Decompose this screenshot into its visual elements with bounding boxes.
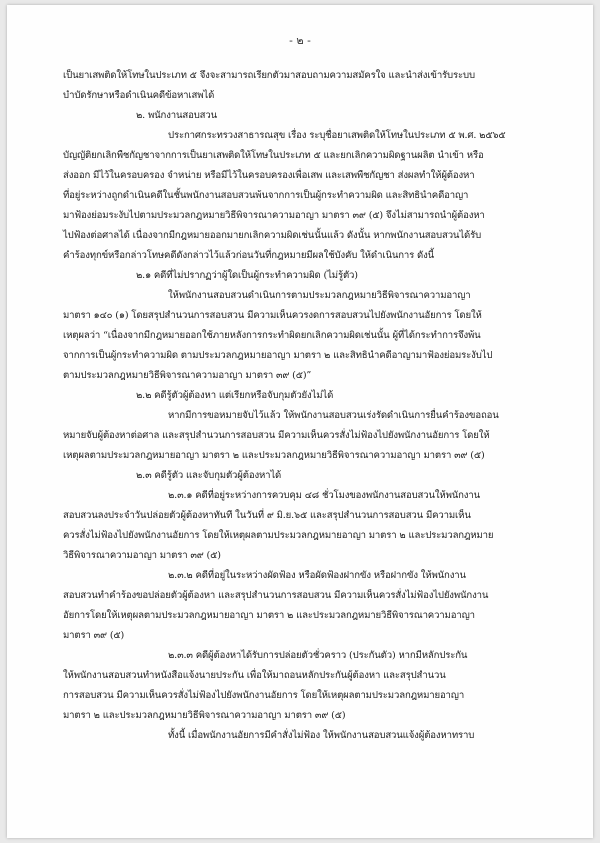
text-line: ควรสั่งไม่ฟ้องไปยังพนักงานอัยการ โดยให้เหตุผลตามประมวลกฎหมายอาญา มาตรา ๒ และประมวลกฎหมาย	[63, 530, 494, 541]
text-line: เหตุผลตามประมวลกฎหมายอาญา มาตรา ๒ และประมวลกฎหมายวิธีพิจารณาความอาญา มาตรา ๓๙ (๕)	[63, 450, 485, 461]
section-heading: ๒. พนักงานสอบสวน	[136, 110, 218, 121]
text-line: ประกาศกระทรวงสาธารณสุข เรื่อง ระบุชื่อยาเสพติดให้โทษในประเภท ๕ พ.ศ. ๒๕๖๕	[168, 130, 506, 141]
document-page	[7, 5, 593, 838]
text-line: ๒.๓.๒ คดีที่อยู่ในระหว่างผัดฟ้อง หรือผัดฟ้องฝากขัง หรือฝากขัง ให้พนักงาน	[168, 570, 466, 581]
text-line: บำบัดรักษาหรือดำเนินคดีข้อหาเสพได้	[63, 90, 215, 101]
text-line: มาตรา ๒ และประมวลกฎหมายวิธีพิจารณาความอาญา มาตรา ๓๙ (๕)	[63, 710, 346, 721]
text-line: ให้พนักงานสอบสวนดำเนินการตามประมวลกฎหมายวิธีพิจารณาความอาญา	[168, 290, 471, 301]
page-number: - ๒ -	[289, 34, 311, 47]
text-line: มาตรา ๑๔๐ (๑) โดยสรุปสำนวนการสอบสวน มีความเห็นควรงดการสอบสวนไปยังพนักงานอัยการ โดยให้	[63, 310, 482, 321]
text-line: ตามประมวลกฎหมายวิธีพิจารณาความอาญา มาตรา ๓๙ (๕)”	[63, 370, 312, 381]
text-line: วิธีพิจารณาความอาญา มาตรา ๓๙ (๕)	[63, 550, 221, 561]
text-line: สอบสวนลงประจำวันปล่อยตัวผู้ต้องหาทันที ในวันที่ ๙ มิ.ย.๖๕ และสรุปสำนวนการสอบสวน มีความเห็น	[63, 510, 471, 521]
subsection-heading: ๒.๑ คดีที่ไม่ปรากฏว่าผู้ใดเป็นผู้กระทำความผิด (ไม่รู้ตัว)	[136, 270, 358, 281]
text-line: หากมีการขอหมายจับไว้แล้ว ให้พนักงานสอบสวนเร่งรัดดำเนินการยื่นคำร้องขอถอน	[168, 410, 499, 421]
text-line: มาตรา ๓๙ (๕)	[63, 630, 125, 641]
text-line: การสอบสวน มีความเห็นควรสั่งไม่ฟ้องไปยังพนักงานอัยการ โดยให้เหตุผลตามประมวลกฎหมายอาญา	[63, 690, 465, 701]
text-line: อัยการโดยให้เหตุผลตามประมวลกฎหมายอาญา มาตรา ๒ และประมวลกฎหมายวิธีพิจารณาความอาญา	[63, 610, 475, 621]
text-line: เหตุผลว่า “เนื่องจากมีกฎหมายออกใช้ภายหลังการกระทำผิดยกเลิกความผิดเช่นนั้น ผู้ที่ได้กระทำการจึงพ้น	[63, 330, 481, 341]
subsection-heading: ๒.๒ คดีรู้ตัวผู้ต้องหา แต่เรียกหรือจับกุมตัวยังไม่ได้	[136, 390, 334, 401]
text-line: สอบสวนทำคำร้องขอปล่อยตัวผู้ต้องหา และสรุปสำนวนการสอบสวน มีความเห็นควรสั่งไม่ฟ้องไปยังพนักงาน	[63, 590, 489, 601]
text-line: ไปฟ้องต่อศาลได้ เนื่องจากมีกฎหมายออกมายกเลิกความผิดเช่นนั้นแล้ว ดังนั้น หากพนักงานสอบสวนได้รับ	[63, 230, 482, 241]
text-line: จากการเป็นผู้กระทำความผิด ตามประมวลกฎหมายอาญา มาตรา ๒ และสิทธินำคดีอาญามาฟ้องย่อมระงับไป	[63, 350, 493, 361]
text-line: ทั้งนี้ เมื่อพนักงานอัยการมีคำสั่งไม่ฟ้อง ให้พนักงานสอบสวนแจ้งผู้ต้องหาทราบ	[168, 730, 475, 741]
text-line: มาฟ้องย่อมระงับไปตามประมวลกฎหมายวิธีพิจารณาความอาญา มาตรา ๓๙ (๕) จึงไม่สามารถนำผู้ต้องหา	[63, 210, 485, 221]
subsection-heading: ๒.๓ คดีรู้ตัว และจับกุมตัวผู้ต้องหาได้	[136, 470, 282, 481]
text-line: คำร้องทุกข์หรือกล่าวโทษคดีดังกล่าวไว้แล้วก่อนวันที่กฎหมายมีผลใช้บังคับ ให้ดำเนินการ ดังนี้	[63, 250, 435, 261]
text-line: ส่งออก มีไว้ในครอบครอง จำหน่าย หรือมีไว้ในครอบครองเพื่อเสพ และเสพพืชกัญชา ส่งผลทำให้ผู้ต้องหา	[63, 170, 475, 181]
text-line: ที่อยู่ระหว่างถูกดำเนินคดีในชั้นพนักงานสอบสวนพ้นจากการเป็นผู้กระทำความผิด และสิทธินำคดีอาญา	[63, 190, 469, 201]
text-line: หมายจับผู้ต้องหาต่อศาล และสรุปสำนวนการสอบสวน มีความเห็นควรสั่งไม่ฟ้องไปยังพนักงานอัยการ โดยให้	[63, 430, 490, 441]
text-line: บัญญัติยกเลิกพืชกัญชาจากการเป็นยาเสพติดให้โทษในประเภท ๕ และยกเลิกความผิดฐานผลิต นำเข้า หรือ	[63, 150, 484, 161]
text-line: ให้พนักงานสอบสวนทำหนังสือแจ้งนายประกัน เพื่อให้มาถอนหลักประกันผู้ต้องหา และสรุปสำนวน	[63, 670, 446, 681]
text-line: ๒.๓.๑ คดีที่อยู่ระหว่างการควบคุม ๔๘ ชั่วโมงของพนักงานสอบสวนให้พนักงาน	[168, 490, 480, 501]
text-line: ๒.๓.๓ คดีผู้ต้องหาได้รับการปล่อยตัวชั่วคราว (ประกันตัว) หากมีหลักประกัน	[168, 650, 468, 661]
text-line: เป็นยาเสพติดให้โทษในประเภท ๕ จึงจะสามารถเรียกตัวมาสอบถามความสมัครใจ และนำส่งเข้ารับระบบ	[63, 70, 475, 81]
